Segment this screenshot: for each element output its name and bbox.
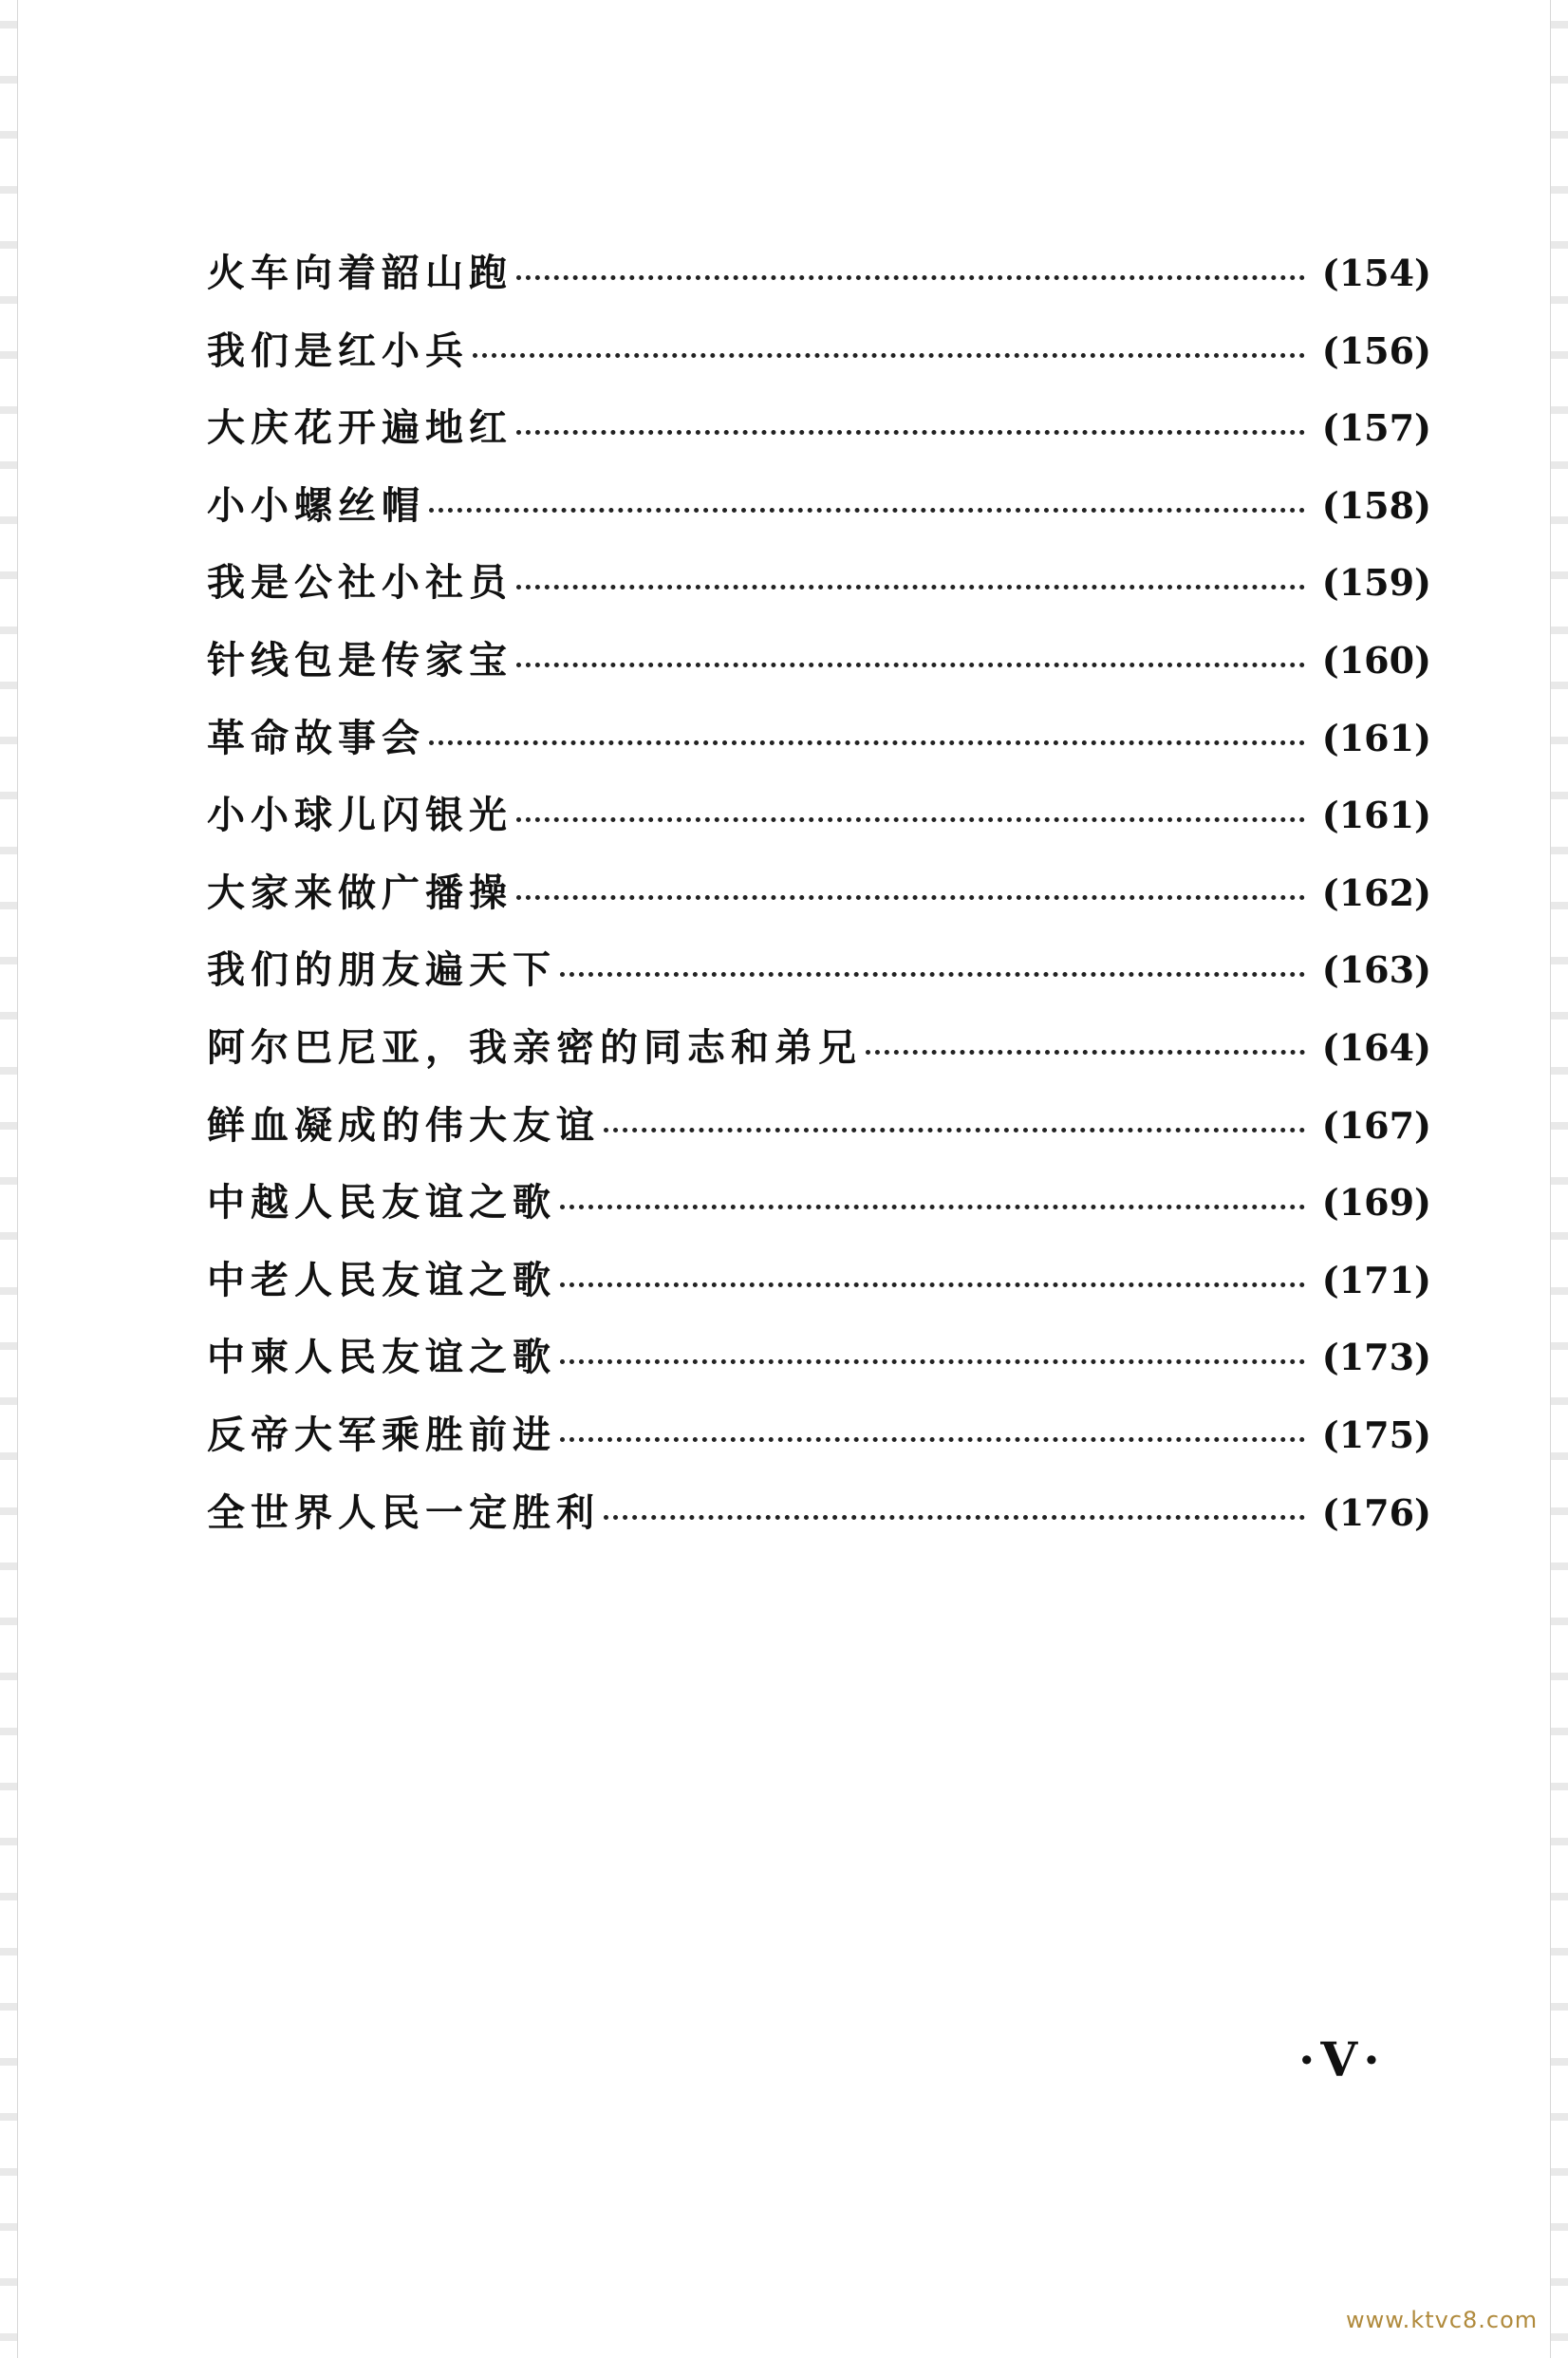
toc-entry-title: 阿尔巴尼亚，我亲密的同志和弟兄 bbox=[207, 1024, 862, 1070]
toc-entry bbox=[207, 1180, 1431, 1262]
toc-dot-leader bbox=[560, 1205, 1305, 1209]
toc-entry-title: 大家来做广播操 bbox=[207, 870, 513, 915]
toc-entry-title: 小小螺丝帽 bbox=[207, 482, 425, 528]
toc-dot-leader bbox=[604, 1515, 1305, 1520]
toc-entry-page: (161) bbox=[1321, 716, 1431, 759]
toc-entry-title: 小小球儿闪银光 bbox=[207, 793, 513, 838]
toc-dot-leader bbox=[560, 972, 1305, 977]
toc-entry bbox=[207, 560, 1431, 642]
toc-entry-page: (158) bbox=[1321, 483, 1431, 527]
toc-entry-page: (171) bbox=[1321, 1258, 1431, 1301]
toc-dot-leader bbox=[429, 740, 1305, 745]
toc-entry bbox=[207, 1489, 1431, 1572]
toc-entry-page: (156) bbox=[1321, 328, 1431, 372]
toc-dot-leader bbox=[516, 430, 1305, 435]
toc-entry bbox=[207, 637, 1431, 720]
toc-entry-page: (154) bbox=[1321, 252, 1431, 294]
toc-entry-title: 大庆花开遍地红 bbox=[207, 405, 513, 451]
left-scan-edge bbox=[0, 0, 18, 2358]
toc-dot-leader bbox=[604, 1128, 1305, 1132]
toc-dot-leader bbox=[866, 1050, 1305, 1055]
toc-entry-title: 反帝大军乘胜前进 bbox=[207, 1412, 556, 1457]
toc-dot-leader bbox=[560, 1359, 1305, 1364]
toc-entry-page: (161) bbox=[1321, 794, 1431, 837]
toc-entry-page: (160) bbox=[1321, 638, 1431, 682]
right-scan-edge bbox=[1550, 0, 1568, 2358]
page-number: ·V· bbox=[1298, 2031, 1386, 2087]
toc-entry bbox=[207, 793, 1431, 874]
toc-entry-title: 我是公社小社员 bbox=[207, 560, 513, 606]
toc-dot-leader bbox=[560, 1437, 1305, 1442]
toc-entry-title: 我们是红小兵 bbox=[207, 328, 469, 373]
toc-dot-leader bbox=[516, 895, 1305, 900]
toc-entry-title: 革命故事会 bbox=[207, 715, 425, 760]
toc-entry-page: (175) bbox=[1321, 1413, 1431, 1456]
table-of-contents bbox=[207, 251, 1431, 1571]
toc-entry-page: (164) bbox=[1321, 1025, 1431, 1069]
toc-entry-page: (169) bbox=[1321, 1181, 1431, 1225]
toc-entry bbox=[207, 870, 1431, 952]
toc-dot-leader bbox=[516, 275, 1305, 280]
toc-entry-page: (157) bbox=[1321, 406, 1431, 450]
toc-entry bbox=[207, 1024, 1431, 1107]
toc-entry-title: 全世界人民一定胜利 bbox=[207, 1489, 600, 1535]
toc-entry bbox=[207, 715, 1431, 797]
toc-entry bbox=[207, 328, 1431, 410]
toc-dot-leader bbox=[560, 1282, 1305, 1287]
toc-entry-page: (159) bbox=[1321, 561, 1431, 605]
toc-entry bbox=[207, 251, 1431, 332]
toc-entry bbox=[207, 947, 1431, 1029]
toc-entry bbox=[207, 1335, 1431, 1416]
toc-dot-leader bbox=[473, 353, 1305, 358]
toc-entry-title: 鲜血凝成的伟大友谊 bbox=[207, 1102, 600, 1148]
toc-entry bbox=[207, 405, 1431, 487]
toc-dot-leader bbox=[516, 585, 1305, 590]
toc-dot-leader bbox=[516, 817, 1305, 822]
toc-entry-title: 中越人民友谊之歌 bbox=[207, 1180, 556, 1226]
toc-entry bbox=[207, 1102, 1431, 1185]
toc-entry-title: 中老人民友谊之歌 bbox=[207, 1257, 556, 1302]
toc-entry-page: (163) bbox=[1321, 948, 1431, 992]
toc-entry bbox=[207, 1412, 1431, 1494]
toc-entry-title: 针线包是传家宝 bbox=[207, 637, 513, 683]
toc-entry-page: (162) bbox=[1321, 870, 1431, 914]
toc-dot-leader bbox=[429, 508, 1305, 513]
toc-entry-page: (176) bbox=[1321, 1490, 1431, 1534]
website-watermark: www.ktvc8.com bbox=[1346, 2307, 1539, 2333]
toc-entry-title: 火车向着韶山跑 bbox=[207, 251, 513, 295]
toc-entry-title: 中柬人民友谊之歌 bbox=[207, 1335, 556, 1380]
toc-entry-page: (173) bbox=[1321, 1336, 1431, 1379]
toc-entry bbox=[207, 1257, 1431, 1339]
toc-dot-leader bbox=[516, 663, 1305, 667]
toc-entry bbox=[207, 482, 1431, 565]
toc-entry-title: 我们的朋友遍天下 bbox=[207, 947, 556, 993]
toc-entry-page: (167) bbox=[1321, 1103, 1431, 1147]
